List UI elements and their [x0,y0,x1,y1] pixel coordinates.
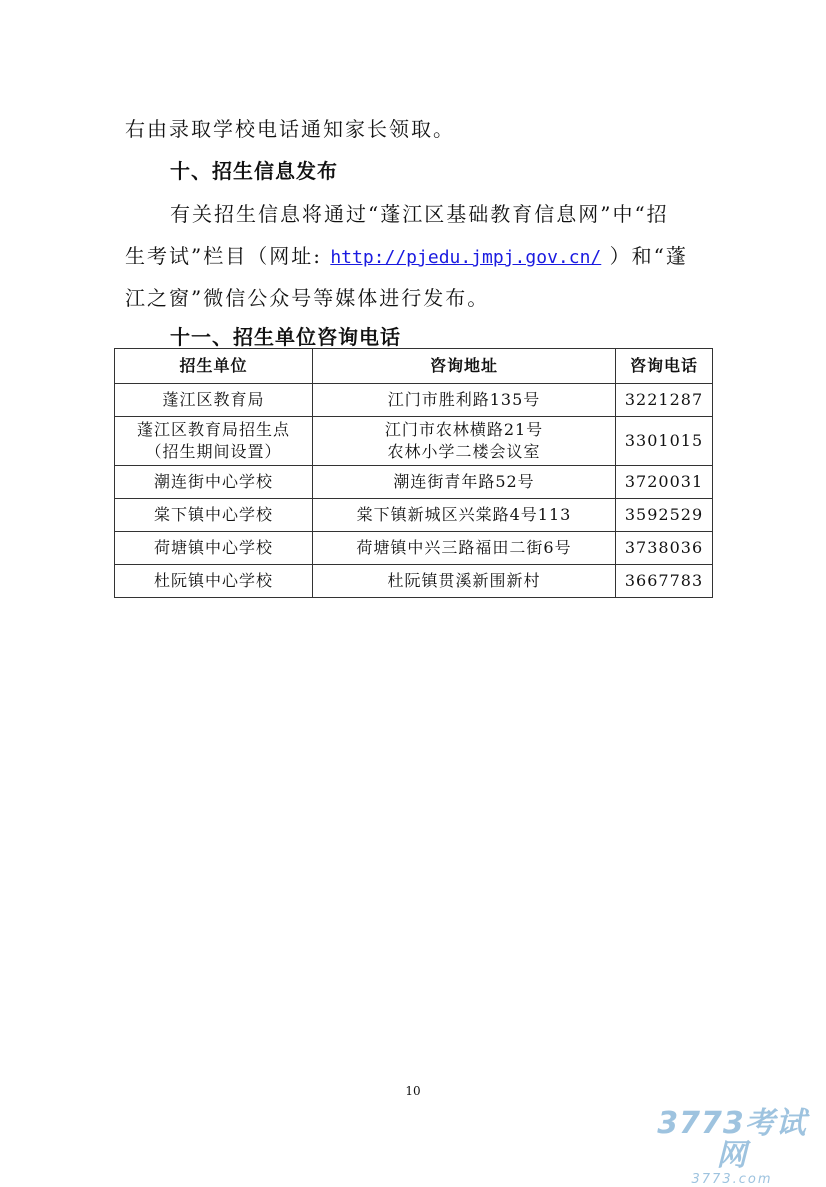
section-heading-info-release: 十、招生信息发布 [170,159,338,183]
contact-table [114,348,713,598]
cell-unit: 棠下镇中心学校 [115,499,313,532]
cell-phone: 3720031 [616,466,713,499]
cell-address [313,417,616,466]
url-label-text: 生考试”栏目（网址: [125,244,322,268]
column-header-unit: 招生单位 [115,349,313,384]
cell-address: 棠下镇新城区兴棠路4号113 [313,499,616,532]
section-heading-contact-phones: 十一、招生单位咨询电话 [170,325,401,349]
cell-phone: 3667783 [616,565,713,598]
table-row [115,466,713,499]
cell-phone: 3738036 [616,532,713,565]
cell-address-line: 农林小学二楼会议室 [387,442,541,461]
table-row [115,499,713,532]
table-row [115,384,713,417]
watermark-brand: 3773考试网 [657,1106,807,1173]
table-row [115,565,713,598]
site-watermark-logo [652,1108,812,1187]
body-text-line: 有关招生信息将通过“蓬江区基础教育信息网”中“招 [170,202,669,226]
cell-address: 荷塘镇中兴三路福田二街6号 [313,532,616,565]
cell-unit: 杜阮镇中心学校 [115,565,313,598]
body-text-line-with-link [125,240,688,269]
cell-phone: 3301015 [616,417,713,466]
cell-unit [115,417,313,466]
cell-address: 江门市胜利路135号 [313,384,616,417]
table-row [115,417,713,466]
cell-phone: 3592529 [616,499,713,532]
body-text-line: 江之窗”微信公众号等媒体进行发布。 [125,286,490,310]
text-suffix: ）和“蓬 [609,244,688,268]
table-row [115,532,713,565]
column-header-address: 咨询地址 [313,349,616,384]
cell-unit-line: 蓬江区教育局招生点 [136,420,290,439]
cell-phone: 3221287 [616,384,713,417]
cell-address: 潮连街青年路52号 [313,466,616,499]
cell-unit: 潮连街中心学校 [115,466,313,499]
cell-unit: 蓬江区教育局 [115,384,313,417]
page-number: 10 [405,1084,421,1098]
watermark-site: 3773.com [691,1172,773,1187]
table-header-row [115,349,713,384]
website-link[interactable]: http://pjedu.jmpj.gov.cn/ [330,247,602,268]
cell-address-line: 江门市农林横路21号 [384,420,544,439]
cell-address: 杜阮镇贯溪新围新村 [313,565,616,598]
column-header-phone: 咨询电话 [616,349,713,384]
body-text-line: 右由录取学校电话通知家长领取。 [125,117,455,141]
cell-unit: 荷塘镇中心学校 [115,532,313,565]
cell-unit-line: （招生期间设置） [145,442,282,461]
